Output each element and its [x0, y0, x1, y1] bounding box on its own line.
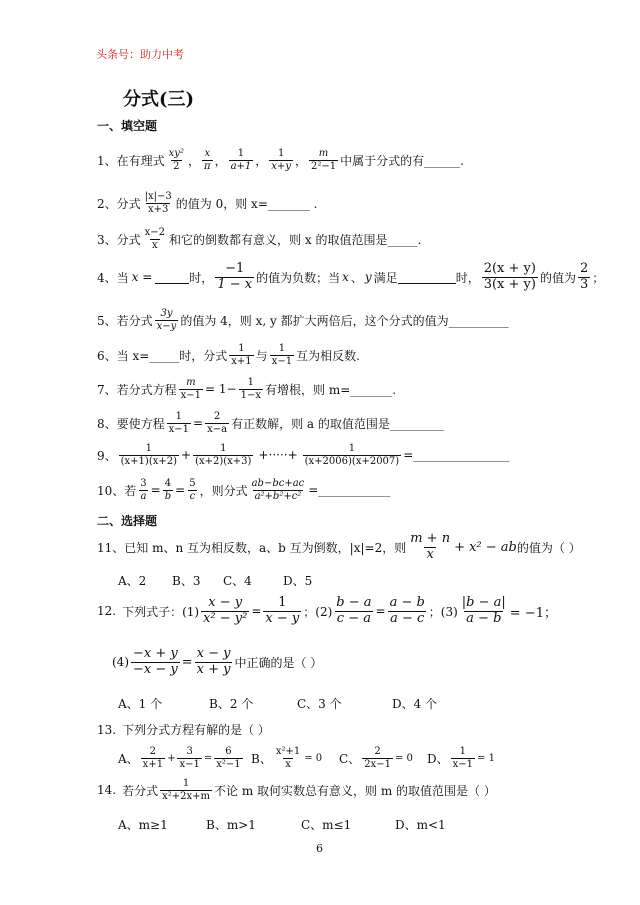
- fraction: $\frac{m}{x-1}$: [180, 377, 202, 401]
- question-number: 4、: [97, 270, 117, 285]
- fraction: $\frac{2}{x+1}$: [142, 746, 164, 770]
- section-heading-choice: 二、选择题: [97, 514, 158, 528]
- fraction: $\frac{\text{x²+1}}{x}$: [275, 746, 301, 770]
- question-number: 12.: [97, 604, 117, 619]
- option-b[interactable]: B、2 个: [209, 697, 254, 711]
- option-a[interactable]: A、m≥1: [118, 818, 168, 832]
- question-number: 13.: [97, 723, 117, 737]
- question-8: 8、 要使方程 $\frac{1}{x-1}$ = $\frac{2}{x-a}$ 有正数解，则 a 的取值范围是_________: [97, 411, 444, 435]
- page-number: 6: [316, 842, 323, 855]
- fraction: $\frac{1}{x+1}$: [231, 343, 252, 367]
- question-6: 6、 当 x=_____时，分式 $\frac{1}{x+1}$ 与 $\frac{1}{x-1}$ 互为相反数.: [97, 343, 360, 367]
- fraction: $\frac{1}{1-x}$: [240, 377, 261, 401]
- fraction: $\frac{1}{x-1}$: [271, 343, 293, 367]
- option-a[interactable]: A、1 个: [118, 697, 163, 711]
- question-11: 11、 已知 m、n 互为相反数，a、b 互为倒数，|x|=2，则 $\frac{m + n}{x}$ + x² − ab 的值为（ ）: [97, 531, 581, 562]
- question-number: 10、: [97, 483, 125, 498]
- option-b[interactable]: B、 $\frac{\text{x²+1}}{x}$ = 0: [251, 746, 323, 770]
- fraction: $\frac{|x|-3}{x+3}$: [144, 191, 172, 215]
- option-b[interactable]: B、m>1: [206, 818, 256, 832]
- fraction: $\frac{1}{x-1}$: [452, 746, 474, 770]
- option-c[interactable]: C、4: [223, 574, 252, 588]
- fraction: $\frac{x-2}{x}$: [144, 227, 166, 251]
- option-d[interactable]: D、5: [283, 574, 313, 588]
- answer-blank: [398, 271, 456, 284]
- section-heading-fill: 一、填空题: [97, 119, 158, 133]
- option-b[interactable]: B、3: [172, 574, 201, 588]
- fraction: $\frac{2}{2x-1}$: [364, 746, 391, 770]
- fraction: $\frac{1}{x - y}$: [265, 595, 300, 626]
- question-13: 13. 下列分式方程有解的是（ ）: [97, 723, 270, 737]
- fraction: $\frac{4}{b}$: [164, 478, 172, 502]
- question-number: 6、: [97, 348, 117, 363]
- fraction: $\frac{-1}{1 - x}$: [217, 261, 253, 292]
- fraction: $\frac{x - y}{x + y}$: [196, 646, 231, 677]
- fraction: $\frac{-x + y}{-x - y}$: [133, 646, 178, 677]
- fraction: $\frac{3}{a}$: [140, 478, 147, 502]
- question-5: 5、 若分式 $\frac{3y}{x-y}$ 的值为 4，则 x, y 都扩大两倍后，这个分式的值为__________: [97, 308, 509, 332]
- question-number: 9、: [97, 448, 117, 463]
- question-9: 9、 $\frac{1}{(x+1)(x+2)}$ + $\frac{1}{(x+2)(x+3)}$ +·····+ $\frac{1}{(x+2006)(x+2007)}$ =________________: [97, 443, 510, 467]
- fraction: $\frac{2(x + y)}{3(x + y)}$: [483, 261, 536, 292]
- question-4: 4、 当 x = 时， $\frac{-1}{1 - x}$ 的值为负数；当 x 、 y 满足 时， $\frac{2(x + y)}{3(x + y)}$ 的值为 $\frac{2}{3}$ ；: [97, 261, 605, 292]
- fraction: $\frac{1}{x+y}$: [271, 148, 291, 172]
- fraction: $\frac{1}{x-1}$: [168, 411, 190, 435]
- option-a[interactable]: A、 $\frac{2}{x+1}$ + $\frac{3}{x-1}$ = $\frac{6}{\text{x²−1}}$: [118, 746, 241, 770]
- option-d[interactable]: D、m<1: [395, 818, 446, 832]
- question-number: 11、: [97, 540, 125, 555]
- fraction: $\frac{2}{x-a}$: [207, 411, 228, 435]
- question-10: 10、 若 $\frac{3}{a}$ = $\frac{4}{b}$ = $\frac{5}{c}$ ，则分式 $\frac{ab-bc+ac}{\text{a²+b²+c²}}$ =____________: [97, 478, 391, 502]
- option-d[interactable]: D、 $\frac{1}{x-1}$ = 1: [427, 746, 495, 770]
- question-number: 7、: [97, 382, 117, 397]
- fraction: $\frac{1}{a+1}$: [230, 148, 252, 172]
- fraction: $\frac{b - a}{c - a}$: [336, 595, 372, 626]
- fraction: $\frac{3}{x-1}$: [179, 746, 200, 770]
- option-c[interactable]: C、m≤1: [301, 818, 352, 832]
- option-c[interactable]: C、 $\frac{2}{2x-1}$ = 0: [339, 746, 413, 770]
- fraction: $\frac{x - y}{\text{x² − y²}}$: [203, 595, 248, 626]
- question-2: 2、 分式 $\frac{|x|-3}{x+3}$ 的值为 0，则 x=_______ .: [97, 191, 318, 215]
- question-number: 8、: [97, 416, 117, 431]
- question-1: 1、 在有理式 $\frac{\text{xy²}}{2}$ ， $\frac{x}{\pi}$ ， $\frac{1}{a+1}$ ， $\frac{1}{x+y}$ ， $\frac{m}{\text{2²−1}}$ 中属于分式的有______.: [97, 148, 464, 172]
- option-d[interactable]: D、4 个: [392, 697, 438, 711]
- question-7: 7、 若分式方程 $\frac{m}{x-1}$ = 1− $\frac{1}{1-x}$ 有增根，则 m=_______.: [97, 377, 397, 401]
- question-number: 1、: [97, 153, 117, 168]
- fraction: $\frac{x}{\pi}$: [203, 148, 211, 172]
- question-12-part-4: (4) $\frac{-x + y}{-x - y}$ = $\frac{x - y}{x + y}$ 中正确的是（ ）: [112, 646, 323, 677]
- fraction: $\frac{m}{\text{2²−1}}$: [310, 148, 337, 172]
- question-number: 14.: [97, 783, 117, 797]
- fraction: $\frac{ab-bc+ac}{\text{a²+b²+c²}}$: [251, 478, 305, 502]
- fraction: $\frac{a - b}{a - c}$: [389, 595, 425, 626]
- question-number: 2、: [97, 196, 117, 211]
- watermark: 头条号：助力中考: [96, 48, 184, 61]
- page-title: 分式(三): [123, 89, 195, 110]
- answer-blank: [155, 271, 189, 284]
- question-14: 14. 若分式 $\frac{1}{\text{x²+2x+m}}$ 不论 m 取何实数总有意义，则 m 的取值范围是（ ）: [97, 778, 496, 802]
- option-c[interactable]: C、3 个: [297, 697, 342, 711]
- fraction: $\frac{1}{\text{x²+2x+m}}$: [162, 778, 210, 802]
- question-3: 3、 分式 $\frac{x-2}{x}$ 和它的倒数都有意义，则 x 的取值范围是_____.: [97, 227, 422, 251]
- fraction: $\frac{\text{xy²}}{2}$: [168, 148, 184, 172]
- question-12: 12. 下列式子：(1) $\frac{x - y}{\text{x² − y²}}$ = $\frac{1}{x - y}$ ；(2) $\frac{b - a}{c - a}$ = $\frac{a - b}{a - c}$ ；(3) $\frac{|b - a|}{a - b}$ = −1；: [97, 595, 557, 626]
- question-number: 5、: [97, 313, 117, 328]
- fraction: $\frac{1}{(x+2)(x+3)}$: [195, 443, 252, 467]
- fraction: $\frac{5}{c}$: [189, 478, 196, 502]
- fraction: $\frac{1}{(x+2006)(x+2007)}$: [304, 443, 400, 467]
- fraction: $\frac{1}{(x+1)(x+2)}$: [120, 443, 178, 467]
- fraction: $\frac{6}{\text{x²−1}}$: [216, 746, 241, 770]
- fraction: $\frac{|b - a|}{a - b}$: [461, 595, 506, 626]
- fraction: $\frac{3y}{x-y}$: [156, 308, 177, 332]
- fraction: $\frac{2}{3}$: [579, 261, 589, 292]
- fraction: $\frac{m + n}{x}$: [410, 531, 451, 562]
- question-number: 3、: [97, 232, 117, 247]
- option-a[interactable]: A、2: [118, 574, 147, 588]
